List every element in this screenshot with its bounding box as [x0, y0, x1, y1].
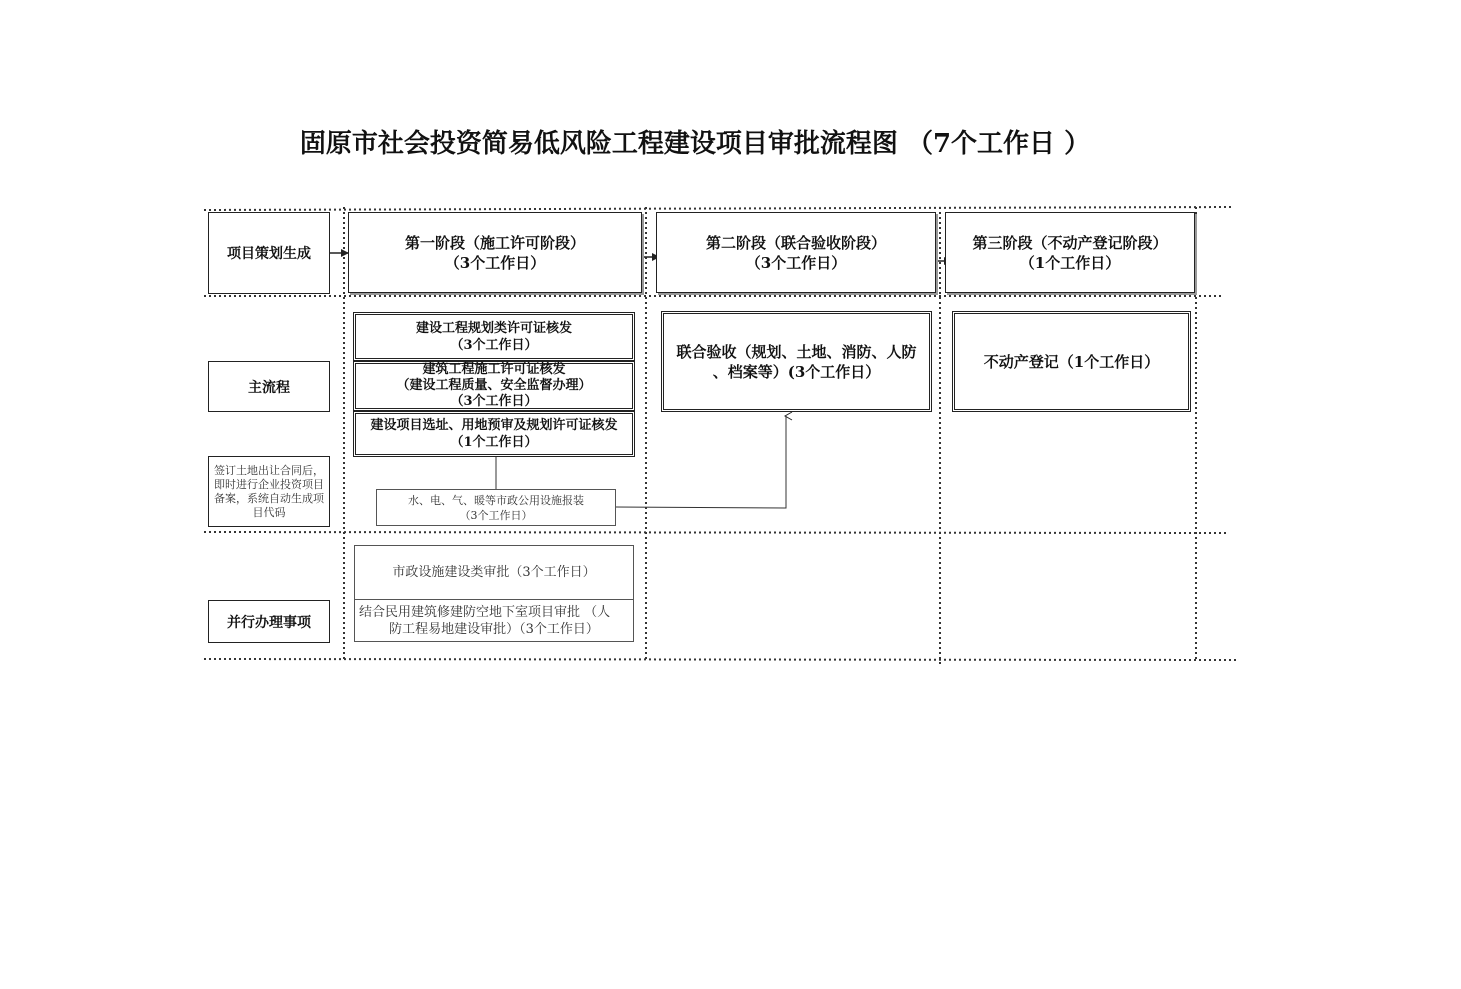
row-note-text: 签订土地出让合同后，即时进行企业投资项目备案，系统自动生成项目代码: [214, 463, 324, 519]
process-construction-permit-title: 建筑工程施工许可证核发: [422, 362, 566, 377]
parallel-civil-air-defense-line1: 结合民用建筑修建防空地下室项目审批 （人: [359, 604, 611, 620]
row-label-parallel: [208, 600, 330, 643]
stage-header-2: [656, 212, 936, 293]
row-note-project-code: [208, 456, 330, 527]
process-construction-permit-subtitle: （建设工程质量、安全监督办理）: [396, 378, 592, 393]
process-planning-permit: [353, 312, 635, 361]
process-joint-acceptance-line1: 联合验收（规划、土地、消防、人防: [676, 342, 917, 361]
row-label-parallel-text: 并行办理事项: [227, 614, 311, 631]
process-property-registration: [952, 311, 1191, 412]
parallel-municipal-approval-text: 市政设施建设类审批（3个工作日）: [392, 565, 596, 580]
process-property-registration-text: 不动产登记（1个工作日）: [983, 352, 1160, 371]
parallel-civil-air-defense-line2: 防工程易地建设审批）（3个工作日）: [389, 621, 599, 637]
parallel-municipal-approval: [354, 545, 634, 600]
process-construction-permit-days: （3个工作日）: [450, 394, 538, 409]
process-planning-permit-days: （3个工作日）: [450, 337, 538, 353]
grid-line-top: [204, 207, 1232, 210]
process-construction-permit: [353, 361, 635, 411]
stage-1-days: （3个工作日）: [444, 253, 546, 272]
process-planning-permit-title: 建设工程规划类许可证核发: [415, 320, 572, 336]
row-label-planning: [208, 212, 330, 294]
stage-2-days: （3个工作日）: [745, 253, 847, 272]
stage-3-name: 第三阶段（不动产登记阶段）: [972, 233, 1168, 252]
page-title: 固原市社会投资简易低风险工程建设项目审批流程图 （7个工作日 ）: [299, 129, 1091, 159]
process-site-selection-title: 建设项目选址、用地预审及规划许可证核发: [370, 418, 618, 433]
stage-header-3: [945, 212, 1195, 293]
stage-1-name: 第一阶段（施工许可阶段）: [404, 233, 585, 252]
process-site-selection-days: （1个工作日）: [450, 435, 538, 450]
process-site-selection: [353, 411, 635, 457]
grid-line-3: [204, 532, 1226, 533]
connector-utility-to-acceptance: [615, 416, 786, 508]
grid-line-bottom: [204, 659, 1236, 660]
row-label-main: [208, 361, 330, 412]
process-utility-title: 水、电、气、暖等市政公用设施报装: [408, 493, 584, 507]
process-utility-days: （3个工作日）: [459, 508, 533, 522]
row-label-main-text: 主流程: [248, 379, 290, 396]
row-label-planning-text: 项目策划生成: [227, 246, 311, 262]
parallel-civil-air-defense: [354, 599, 634, 642]
stage-3-days: （1个工作日）: [1019, 253, 1121, 272]
stage-header-1: [348, 212, 642, 293]
process-utility-application: [376, 489, 616, 526]
stage-2-name: 第二阶段（联合验收阶段）: [705, 233, 886, 252]
process-joint-acceptance: [661, 311, 932, 412]
process-joint-acceptance-line2: 、档案等）(3个工作日）: [712, 362, 881, 381]
